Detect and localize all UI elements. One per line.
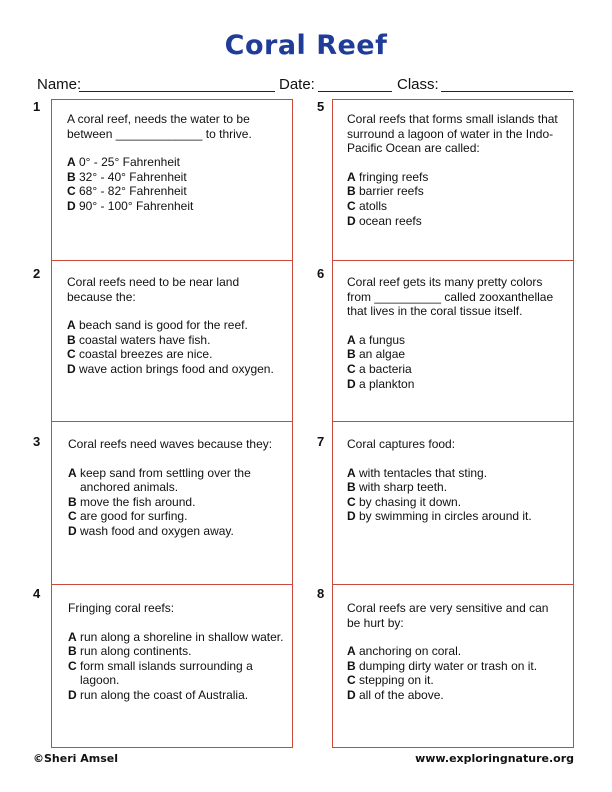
answer-option[interactable] (347, 673, 562, 688)
answer-option[interactable] (68, 644, 286, 659)
question-text: Coral reef gets its many pretty colors from __________ called zooxanthellae that lives in the coral tissue itself. (347, 275, 554, 319)
answer-option[interactable] (67, 347, 282, 362)
option-letter: A (68, 465, 77, 480)
option-text: barrier reefs (359, 184, 424, 199)
answer-option[interactable] (68, 659, 286, 688)
option-letter: C (347, 198, 356, 213)
option-text: beach sand is good for the reef. (79, 318, 248, 333)
answer-option[interactable] (347, 199, 577, 214)
answer-option[interactable] (347, 495, 567, 510)
option-letter: C (67, 347, 76, 362)
question-number: 8 (317, 586, 325, 601)
option-text: 90° - 100° Fahrenheit (79, 198, 194, 213)
answer-option[interactable] (347, 480, 567, 495)
answer-option[interactable] (347, 170, 577, 185)
question-4 (68, 601, 286, 703)
option-text: run along continents. (80, 644, 192, 659)
question-text: A coral reef, needs the water to be between _____________ to thrive. (67, 112, 252, 141)
answer-option[interactable] (68, 466, 283, 495)
answer-option[interactable] (347, 688, 562, 703)
answer-option[interactable] (347, 333, 567, 348)
option-text: coastal breezes are nice. (79, 347, 213, 362)
option-letter: B (347, 184, 356, 199)
answer-option[interactable] (347, 659, 562, 674)
question-7 (347, 437, 567, 524)
question-number: 4 (33, 586, 41, 601)
option-text: move the fish around. (80, 494, 196, 509)
option-letter: A (347, 465, 356, 480)
option-text: are good for surfing. (80, 509, 188, 524)
option-letter: A (67, 155, 76, 170)
answer-option[interactable] (67, 155, 267, 170)
option-text: with sharp teeth. (359, 480, 448, 495)
option-letter: A (347, 332, 356, 347)
option-letter: B (67, 169, 76, 184)
option-text: wash food and oxygen away. (80, 523, 234, 538)
question-number: 2 (33, 266, 41, 281)
option-text: with tentacles that sting. (359, 465, 488, 480)
question-2 (67, 275, 282, 377)
question-1 (67, 112, 267, 214)
date-label: Date: (279, 76, 315, 93)
question-number: 5 (317, 99, 325, 114)
option-letter: D (347, 687, 356, 702)
option-letter: D (67, 198, 76, 213)
option-letter: D (347, 376, 356, 391)
answer-option[interactable] (347, 347, 567, 362)
option-letter: B (347, 480, 356, 495)
option-letter: A (347, 644, 356, 659)
answer-option[interactable] (68, 495, 283, 510)
option-text: run along the coast of Australia. (80, 687, 249, 702)
option-letter: B (347, 347, 356, 362)
answer-option[interactable] (347, 644, 562, 659)
class-label: Class: (397, 76, 439, 93)
question-text: Coral reefs need to be near land because the: (67, 275, 240, 304)
option-text: keep sand from settling over the anchored animals. (80, 465, 251, 495)
copyright-text: ©Sheri Amsel (33, 752, 118, 765)
question-6 (347, 275, 567, 391)
option-letter: D (347, 509, 356, 524)
answer-option[interactable] (68, 688, 286, 703)
answer-option[interactable] (347, 184, 577, 199)
option-text: coastal waters have fish. (79, 332, 211, 347)
option-letter: A (68, 629, 77, 644)
answer-option[interactable] (67, 170, 267, 185)
option-letter: C (68, 509, 77, 524)
option-letter: D (347, 213, 356, 228)
option-text: anchoring on coral. (359, 644, 462, 659)
answer-option[interactable] (68, 524, 283, 539)
option-letter: C (67, 184, 76, 199)
option-text: an algae (359, 347, 406, 362)
option-text: dumping dirty water or trash on it. (359, 658, 538, 673)
answer-option[interactable] (347, 214, 577, 229)
date-line[interactable] (318, 91, 392, 92)
option-text: form small islands surrounding a lagoon. (80, 658, 253, 688)
class-line[interactable] (441, 91, 573, 92)
option-letter: D (68, 687, 77, 702)
website-link[interactable]: www.exploringnature.org (415, 752, 574, 765)
option-text: atolls (359, 198, 388, 213)
option-text: 32° - 40° Fahrenheit (79, 169, 187, 184)
option-letter: A (67, 318, 76, 333)
question-text: Coral captures food: (347, 437, 456, 451)
answer-option[interactable] (347, 509, 567, 524)
option-letter: B (67, 332, 76, 347)
option-letter: C (347, 673, 356, 688)
option-letter: B (68, 494, 77, 509)
option-text: 0° - 25° Fahrenheit (79, 155, 180, 170)
option-text: by swimming in circles around it. (359, 509, 532, 524)
option-text: a fungus (359, 332, 406, 347)
option-letter: D (68, 523, 77, 538)
question-number: 1 (33, 99, 41, 114)
option-letter: B (68, 644, 77, 659)
answer-option[interactable] (347, 466, 567, 481)
question-5 (347, 112, 577, 228)
option-text: wave action brings food and oxygen. (79, 361, 274, 376)
question-number: 3 (33, 434, 41, 449)
option-text: all of the above. (359, 687, 444, 702)
question-text: Coral reefs are very sensitive and can be hurt by: (347, 601, 549, 630)
option-text: a bacteria (359, 361, 412, 376)
option-letter: A (347, 169, 356, 184)
option-text: stepping on it. (359, 673, 434, 688)
question-8 (347, 601, 562, 703)
question-number: 7 (317, 434, 325, 449)
option-letter: C (347, 494, 356, 509)
option-text: a plankton (359, 376, 415, 391)
question-number: 6 (317, 266, 325, 281)
worksheet-title: Coral Reef (224, 30, 388, 61)
name-line[interactable] (79, 91, 275, 92)
answer-option[interactable] (68, 509, 283, 524)
option-text: fringing reefs (359, 169, 429, 184)
option-letter: C (68, 658, 77, 673)
answer-option[interactable] (67, 362, 282, 377)
question-text: Coral reefs need waves because they: (68, 437, 273, 451)
option-text: run along a shoreline in shallow water. (80, 629, 284, 644)
answer-option[interactable] (67, 199, 267, 214)
answer-option[interactable] (68, 630, 286, 645)
answer-option[interactable] (347, 377, 567, 392)
name-label: Name: (37, 76, 82, 93)
question-text: Fringing coral reefs: (68, 601, 175, 615)
question-text: Coral reefs that forms small islands that surround a lagoon of water in the Indo-Pacific Ocean are called: (347, 112, 558, 156)
option-text: ocean reefs (359, 213, 422, 228)
option-text: 68° - 82° Fahrenheit (79, 184, 187, 199)
option-text: by chasing it down. (359, 494, 462, 509)
option-letter: C (347, 361, 356, 376)
answer-option[interactable] (67, 318, 282, 333)
option-letter: D (67, 361, 76, 376)
answer-option[interactable] (67, 184, 267, 199)
answer-option[interactable] (67, 333, 282, 348)
answer-option[interactable] (347, 362, 567, 377)
option-letter: B (347, 658, 356, 673)
question-3 (68, 437, 283, 539)
